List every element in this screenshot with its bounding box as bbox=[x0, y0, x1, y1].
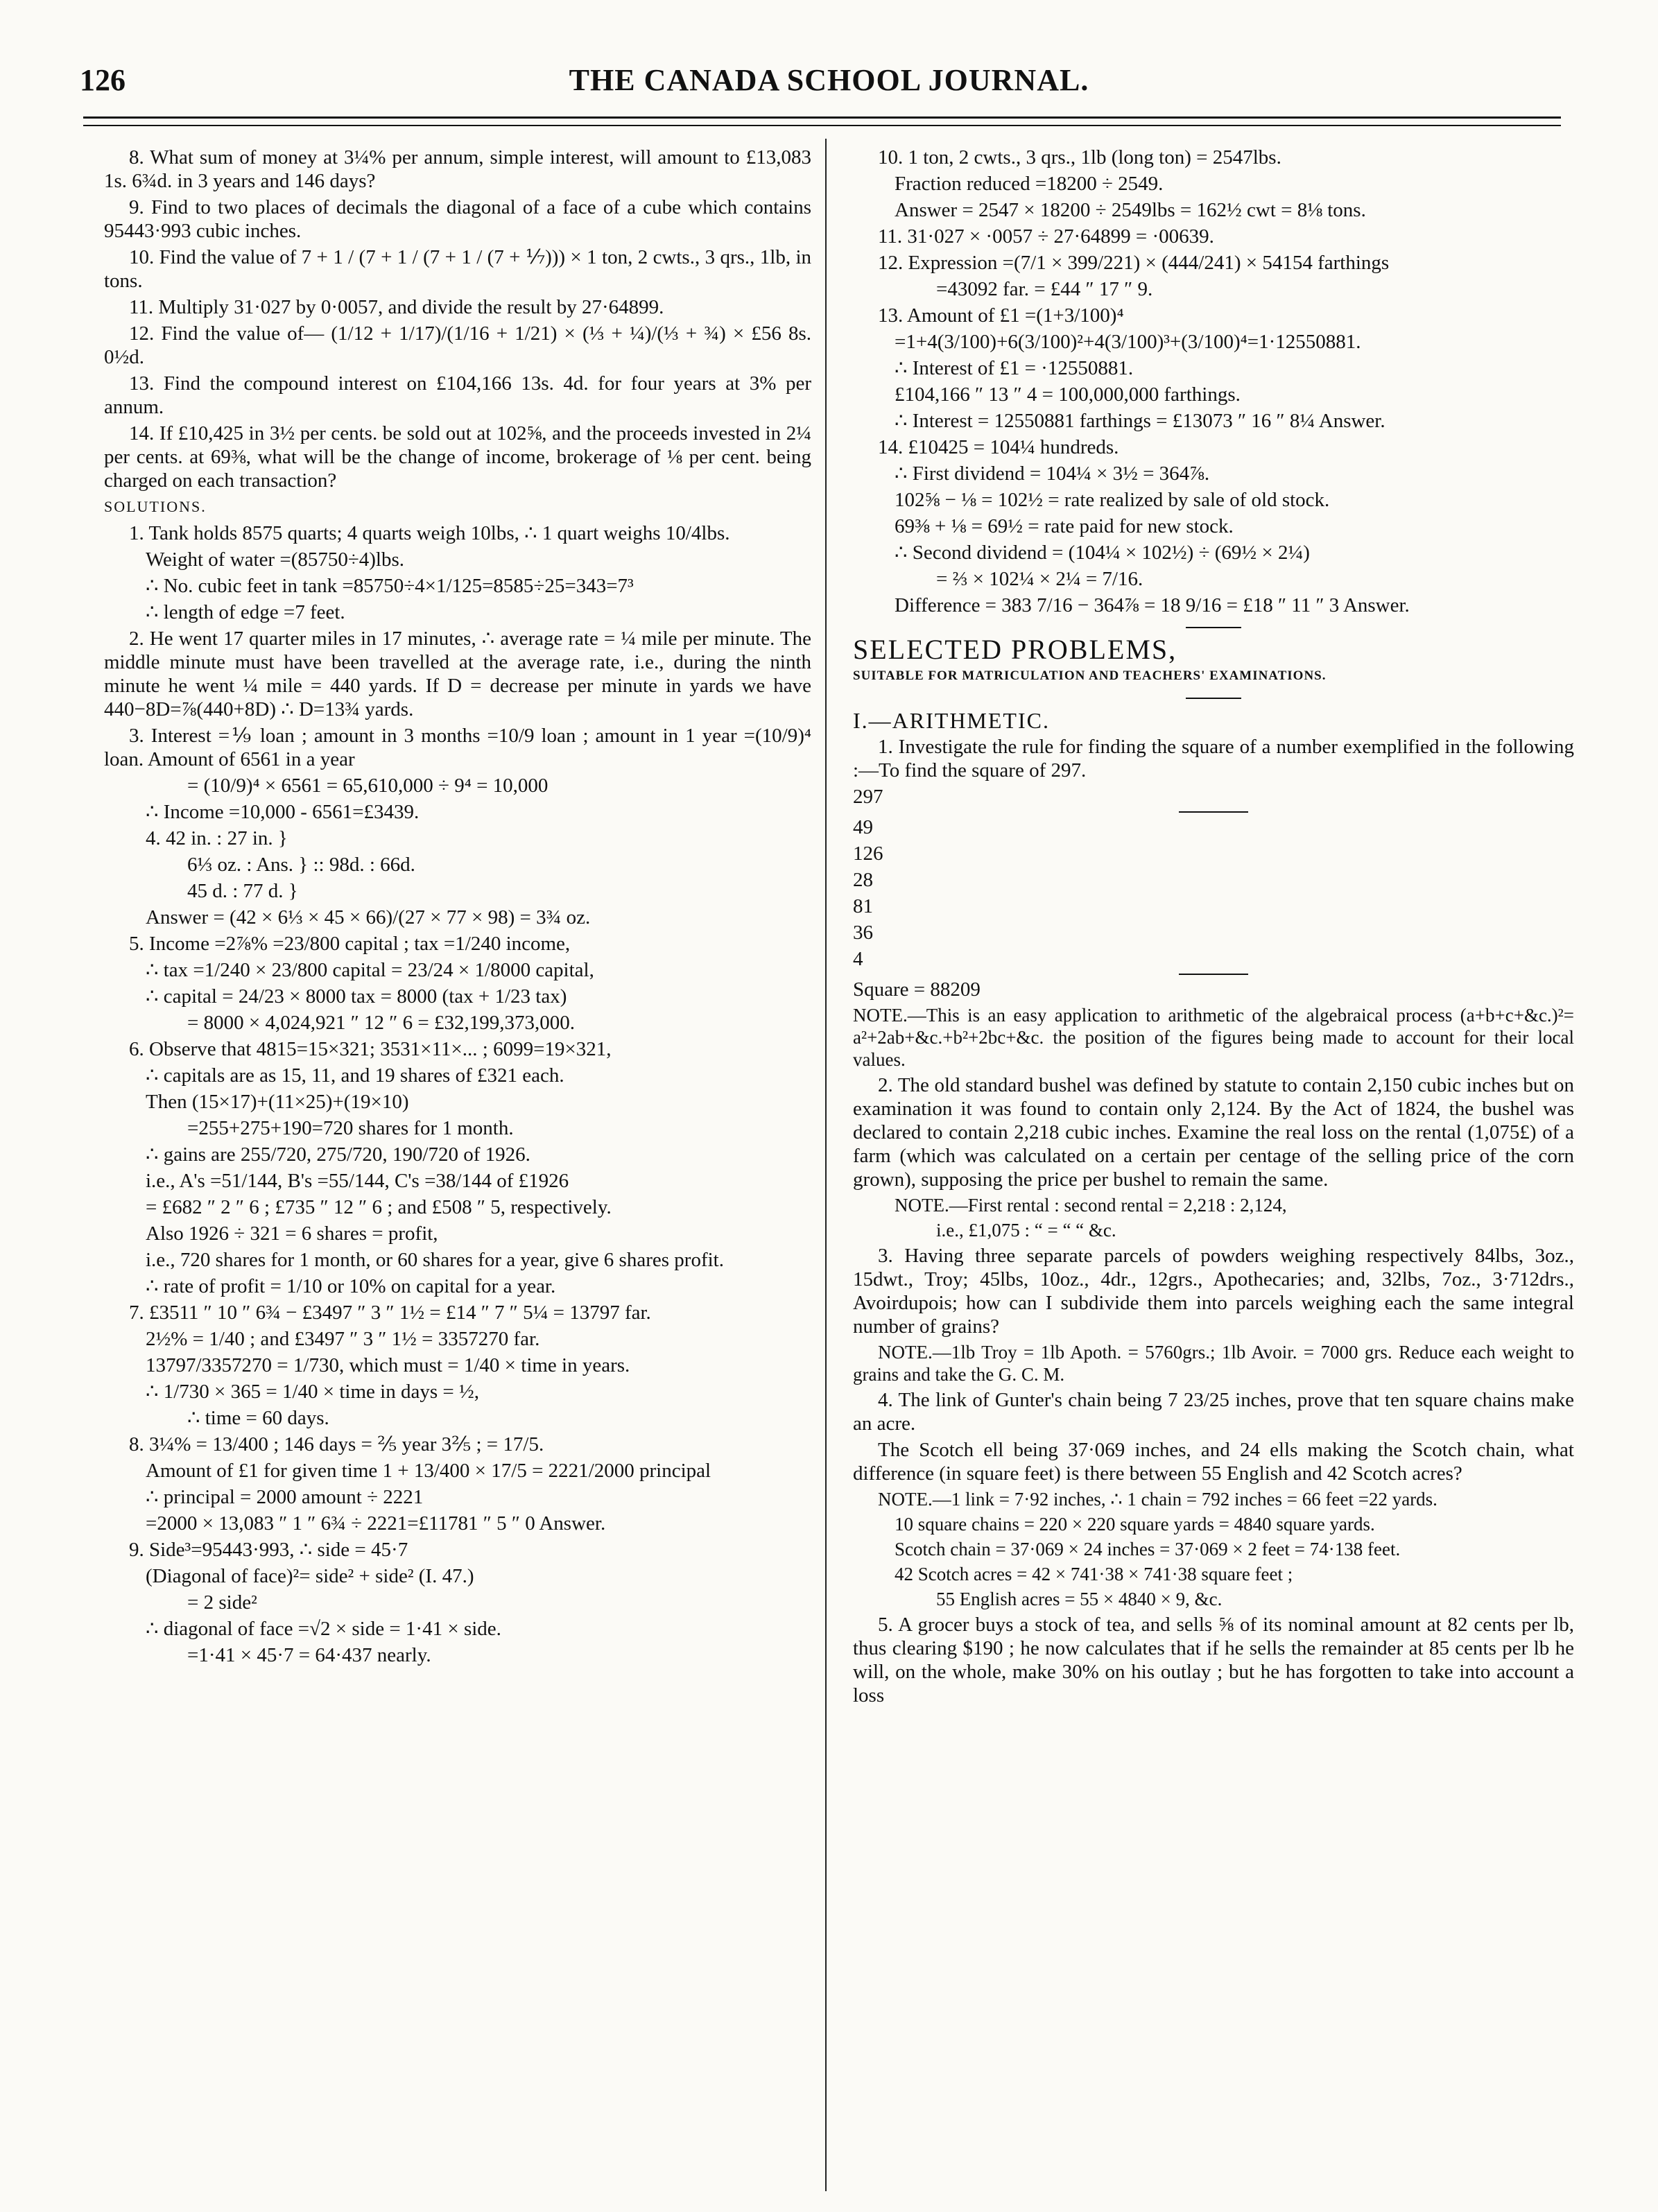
solution-8-line: 8. 3¼% = 13/400 ; 146 days = ⅖ year 3⅖ ; = 17/5. bbox=[129, 1433, 544, 1455]
solution-7-line: 7. £3511 ″ 10 ″ 6¾ − £3497 ″ 3 ″ 1½ = £14 ″ 7 ″ 5¼ = 13797 far. bbox=[129, 1302, 651, 1324]
note-problem-4-line: 55 English acres = 55 × 4840 × 9, &c. bbox=[936, 1589, 1223, 1609]
square-number: 297 bbox=[853, 786, 883, 808]
solution-4-line: 6⅓ oz. : Ans. } :: 98d. : 66d. bbox=[187, 854, 415, 876]
solution-7-line: ∴ time = 60 days. bbox=[187, 1407, 329, 1429]
solution-7-line: 13797/3357270 = 1/730, which must = 1/40 × time in years. bbox=[146, 1354, 630, 1376]
solution-6-line: ∴ rate of profit = 1/10 or 10% on capital for a year. bbox=[146, 1275, 556, 1297]
solution-8-line: =2000 × 13,083 ″ 1 ″ 6¾ ÷ 2221=£11781 ″ 5 ″ 0 Answer. bbox=[146, 1512, 606, 1535]
solution-14-line: = ⅔ × 102¼ × 2¼ = 7/16. bbox=[936, 568, 1143, 590]
selected-problem-3: 3. Having three separate parcels of powders weighing respectively 84lbs, 3oz., 15dwt., Troy; 45lbs, 10oz., 4dr., 12grs., Apothecaries; and, 32lbs, 7oz., 3·712drs., Avoirdupois; how can I subdivide them into parcels weighing each the same integral number of grains? bbox=[853, 1245, 1574, 1338]
solution-7-line: ∴ 1/730 × 365 = 1/40 × time in days = ½, bbox=[146, 1381, 479, 1403]
solution-6-line: = £682 ″ 2 ″ 6 ; £735 ″ 12 ″ 6 ; and £508 ″ 5, respectively. bbox=[146, 1196, 612, 1218]
column-divider bbox=[825, 139, 827, 2191]
page-header bbox=[42, 62, 1616, 111]
solution-10-line: 10. 1 ton, 2 cwts., 3 qrs., 1lb (long ton) = 2547lbs. bbox=[878, 146, 1281, 169]
solution-14-line: 14. £10425 = 104¼ hundreds. bbox=[878, 436, 1119, 458]
problem-11: 11. Multiply 31·027 by 0·0057, and divide the result by 27·64899. bbox=[129, 296, 664, 318]
selected-problems-subheading: SUITABLE FOR MATRICULATION AND TEACHERS' EXAMINATIONS. bbox=[853, 668, 1327, 683]
journal-title: THE CANADA SCHOOL JOURNAL. bbox=[569, 63, 1089, 97]
problem-9: 9. Find to two places of decimals the diagonal of a face of a cube which contains 95443·993 cubic inches. bbox=[104, 196, 811, 242]
solution-13-line: =1+4(3/100)+6(3/100)²+4(3/100)³+(3/100)⁴=1·12550881. bbox=[895, 331, 1361, 353]
problem-14: 14. If £10,425 in 3½ per cents. be sold out at 102⅝, and the proceeds invested in 2¼ per cents. at 69⅜, what will be the change of income, brokerage of ⅛ per cent. being charged on each transaction? bbox=[104, 422, 811, 492]
right-column bbox=[853, 146, 1574, 1710]
solution-4-line: 45 d. : 77 d. } bbox=[187, 880, 298, 902]
solution-5-line: 5. Income =2⅞% =23/800 capital ; tax =1/240 income, bbox=[129, 933, 571, 955]
selected-problems-heading: SELECTED PROBLEMS, bbox=[853, 634, 1177, 665]
solution-7-line: 2½% = 1/40 ; and £3497 ″ 3 ″ 1½ = 3357270 far. bbox=[146, 1328, 540, 1350]
solution-14-line: Difference = 383 7/16 − 364⅞ = 18 9/16 = £18 ″ 11 ″ 3 Answer. bbox=[895, 594, 1410, 616]
solution-10-line: Fraction reduced =18200 ÷ 2549. bbox=[895, 173, 1164, 195]
square-partial: 4 bbox=[853, 948, 863, 970]
solution-10-line: Answer = 2547 × 18200 ÷ 2549lbs = 162½ cwt = 8⅛ tons. bbox=[895, 199, 1366, 221]
solution-4-line: 4. 42 in. : 27 in. } bbox=[146, 827, 288, 849]
solution-3-line: ∴ Income =10,000 - 6561=£3439. bbox=[146, 801, 420, 823]
solution-14-line: 69⅜ + ⅛ = 69½ = rate paid for new stock. bbox=[895, 515, 1234, 537]
problem-12: 12. Find the value of— (1/12 + 1/17)/(1/16 + 1/21) × (⅓ + ¼)/(⅓ + ¾) × £56 8s. 0½d. bbox=[104, 322, 811, 368]
square-rule bbox=[1179, 811, 1248, 813]
selected-problem-2: 2. The old standard bushel was defined by statute to contain 2,150 cubic inches but on examination it was found to contain only 2,124. By the Act of 1824, the bushel was declared to contain 2,218 cubic inches. Examine the real loss on the rental (1,075£) of a farm (which was calculated on a certain per centage of the selling price of the corn grown), supposing the price per bushel to remain the same. bbox=[853, 1074, 1574, 1191]
solution-1-line: ∴ length of edge =7 feet. bbox=[146, 601, 345, 623]
solution-13-line: ∴ Interest of £1 = ·12550881. bbox=[895, 357, 1134, 379]
solution-9-line: = 2 side² bbox=[187, 1591, 257, 1614]
solution-12-line: =43092 far. = £44 ″ 17 ″ 9. bbox=[936, 278, 1153, 300]
solution-9-line: 9. Side³=95443·993, ∴ side = 45·7 bbox=[129, 1539, 408, 1561]
page-number: 126 bbox=[80, 63, 126, 97]
selected-problem-4-part: The Scotch ell being 37·069 inches, and 24 ells making the Scotch chain, what difference (in square feet) is there between 55 English and 42 Scotch acres? bbox=[853, 1439, 1574, 1485]
square-partial: 126 bbox=[853, 843, 883, 865]
selected-problem-1: 1. Investigate the rule for finding the square of a number exemplified in the following :—To find the square of 297. bbox=[853, 736, 1574, 781]
solution-1-line: Weight of water =(85750÷4)lbs. bbox=[146, 548, 405, 571]
solution-3-line: 3. Interest =⅑ loan ; amount in 3 months =10/9 loan ; amount in 1 year =(10/9)⁴ loan. Amount of 6561 in a year bbox=[104, 725, 811, 770]
solution-6-line: 6. Observe that 4815=15×321; 3531×11×... ; 6099=19×321, bbox=[129, 1038, 612, 1060]
solution-14-line: ∴ Second dividend = (104¼ × 102½) ÷ (69½ × 2¼) bbox=[895, 542, 1310, 564]
arithmetic-heading: I.—ARITHMETIC. bbox=[853, 708, 1050, 733]
solution-6-line: ∴ capitals are as 15, 11, and 19 shares of £321 each. bbox=[146, 1064, 564, 1087]
solution-8-line: Amount of £1 for given time 1 + 13/400 × 17/5 = 2221/2000 principal bbox=[146, 1460, 711, 1482]
solution-2: 2. He went 17 quarter miles in 17 minutes, ∴ average rate = ¼ mile per minute. The middle minute must have been travelled at the average rate, i.e., during the ninth minute he went ¼ mile = 440 yards. If D = decrease per minute in yards we have 440−8D=⅞(440+8D) ∴ D=13¾ yards. bbox=[104, 628, 811, 720]
solution-6-line: ∴ gains are 255/720, 275/720, 190/720 of 1926. bbox=[146, 1143, 530, 1166]
note-problem-4-line: 42 Scotch acres = 42 × 741·38 × 741·38 square feet ; bbox=[895, 1564, 1293, 1584]
solution-5-line: ∴ capital = 24/23 × 8000 tax = 8000 (tax + 1/23 tax) bbox=[146, 985, 567, 1008]
selected-problem-4-part: 4. The link of Gunter's chain being 7 23/25 inches, prove that ten square chains make an acre. bbox=[853, 1389, 1574, 1435]
header-rule-thin bbox=[83, 125, 1561, 126]
solution-6-line: i.e., 720 shares for 1 month, or 60 shares for a year, give 6 shares profit. bbox=[146, 1249, 724, 1271]
note-problem-4-line: NOTE.—1 link = 7·92 inches, ∴ 1 chain = 792 inches = 66 feet =22 yards. bbox=[878, 1489, 1437, 1510]
solution-11: 11. 31·027 × ·0057 ÷ 27·64899 = ·00639. bbox=[878, 225, 1214, 248]
selected-problem-5: 5. A grocer buys a stock of tea, and sells ⅝ of its nominal amount at 82 cents per lb, thus clearing $190 ; he now calculates that if he sells the remainder at 85 cents per lb he will, on the whole, make 30% on his outlay ; but he has forgotten to take into account a loss bbox=[853, 1614, 1574, 1706]
solution-13-line: 13. Amount of £1 =(1+3/100)⁴ bbox=[878, 304, 1124, 327]
section-rule bbox=[1186, 627, 1241, 628]
square-partial: 49 bbox=[853, 816, 873, 838]
square-result: Square = 88209 bbox=[853, 978, 981, 1001]
solution-9-line: =1·41 × 45·7 = 64·437 nearly. bbox=[187, 1644, 431, 1666]
solution-8-line: ∴ principal = 2000 amount ÷ 2221 bbox=[146, 1486, 424, 1508]
square-rule bbox=[1179, 974, 1248, 975]
solution-14-line: 102⅝ − ⅛ = 102½ = rate realized by sale of old stock. bbox=[895, 489, 1330, 511]
solution-6-line: =255+275+190=720 shares for 1 month. bbox=[187, 1117, 514, 1139]
header-rule bbox=[83, 116, 1561, 119]
solution-13-line: £104,166 ″ 13 ″ 4 = 100,000,000 farthings. bbox=[895, 383, 1241, 406]
solution-5-line: ∴ tax =1/240 × 23/800 capital = 23/24 × 1/8000 capital, bbox=[146, 959, 594, 981]
problem-8: 8. What sum of money at 3¼% per annum, simple interest, will amount to £13,083 1s. 6¾d. in 3 years and 146 days? bbox=[104, 146, 811, 192]
note-problem-1: NOTE.—This is an easy application to arithmetic of the algebraical process (a+b+c+&c.)²= a²+2ab+&c.+b²+2bc+&c. the position of the figures being made to account for their local values. bbox=[853, 1005, 1574, 1070]
solution-1-line: 1. Tank holds 8575 quarts; 4 quarts weigh 10lbs, ∴ 1 quart weighs 10/4lbs. bbox=[129, 522, 730, 544]
note-problem-2-line: i.e., £1,075 : “ = “ “ &c. bbox=[936, 1220, 1116, 1241]
solution-14-line: ∴ First dividend = 104¼ × 3½ = 364⅞. bbox=[895, 463, 1210, 485]
solution-4-line: Answer = (42 × 6⅓ × 45 × 66)/(27 × 77 × 98) = 3¾ oz. bbox=[146, 906, 591, 928]
solutions-heading: SOLUTIONS. bbox=[104, 498, 207, 515]
solution-3-line: = (10/9)⁴ × 6561 = 65,610,000 ÷ 9⁴ = 10,000 bbox=[187, 775, 549, 797]
problem-10: 10. Find the value of 7 + 1 / (7 + 1 / (7 + 1 / (7 + ⅐))) × 1 ton, 2 cwts., 3 qrs., 1lb, in tons. bbox=[104, 246, 811, 292]
square-partial: 28 bbox=[853, 869, 873, 891]
square-partial: 36 bbox=[853, 922, 873, 944]
note-problem-2-line: NOTE.—First rental : second rental = 2,218 : 2,124, bbox=[895, 1195, 1287, 1216]
note-problem-4-line: Scotch chain = 37·069 × 24 inches = 37·069 × 2 feet = 74·138 feet. bbox=[895, 1539, 1401, 1559]
solution-13-line: ∴ Interest = 12550881 farthings = £13073 ″ 16 ″ 8¼ Answer. bbox=[895, 410, 1385, 432]
left-column bbox=[104, 146, 811, 1670]
solution-9-line: (Diagonal of face)²= side² + side² (I. 47.) bbox=[146, 1565, 474, 1587]
solution-1-line: ∴ No. cubic feet in tank =85750÷4×1/125=8585÷25=343=7³ bbox=[146, 575, 634, 597]
solution-5-line: = 8000 × 4,024,921 ″ 12 ″ 6 = £32,199,373,000. bbox=[187, 1012, 575, 1034]
solution-9-line: ∴ diagonal of face =√2 × side = 1·41 × side. bbox=[146, 1618, 501, 1640]
section-rule bbox=[1186, 698, 1241, 699]
problem-13: 13. Find the compound interest on £104,166 13s. 4d. for four years at 3% per annum. bbox=[104, 372, 811, 418]
solution-12-line: 12. Expression =(7/1 × 399/221) × (444/241) × 54154 farthings bbox=[878, 252, 1390, 274]
solution-6-line: Also 1926 ÷ 321 = 6 shares = profit, bbox=[146, 1222, 438, 1245]
note-problem-4-line: 10 square chains = 220 × 220 square yards = 4840 square yards. bbox=[895, 1514, 1375, 1535]
solution-6-line: i.e., A's =51/144, B's =55/144, C's =38/144 of £1926 bbox=[146, 1170, 569, 1192]
solution-6-line: Then (15×17)+(11×25)+(19×10) bbox=[146, 1091, 409, 1113]
square-partial: 81 bbox=[853, 895, 873, 917]
note-problem-3: NOTE.—1lb Troy = 1lb Apoth. = 5760grs.; 1lb Avoir. = 7000 grs. Reduce each weight to grains and take the G. C. M. bbox=[853, 1342, 1574, 1385]
